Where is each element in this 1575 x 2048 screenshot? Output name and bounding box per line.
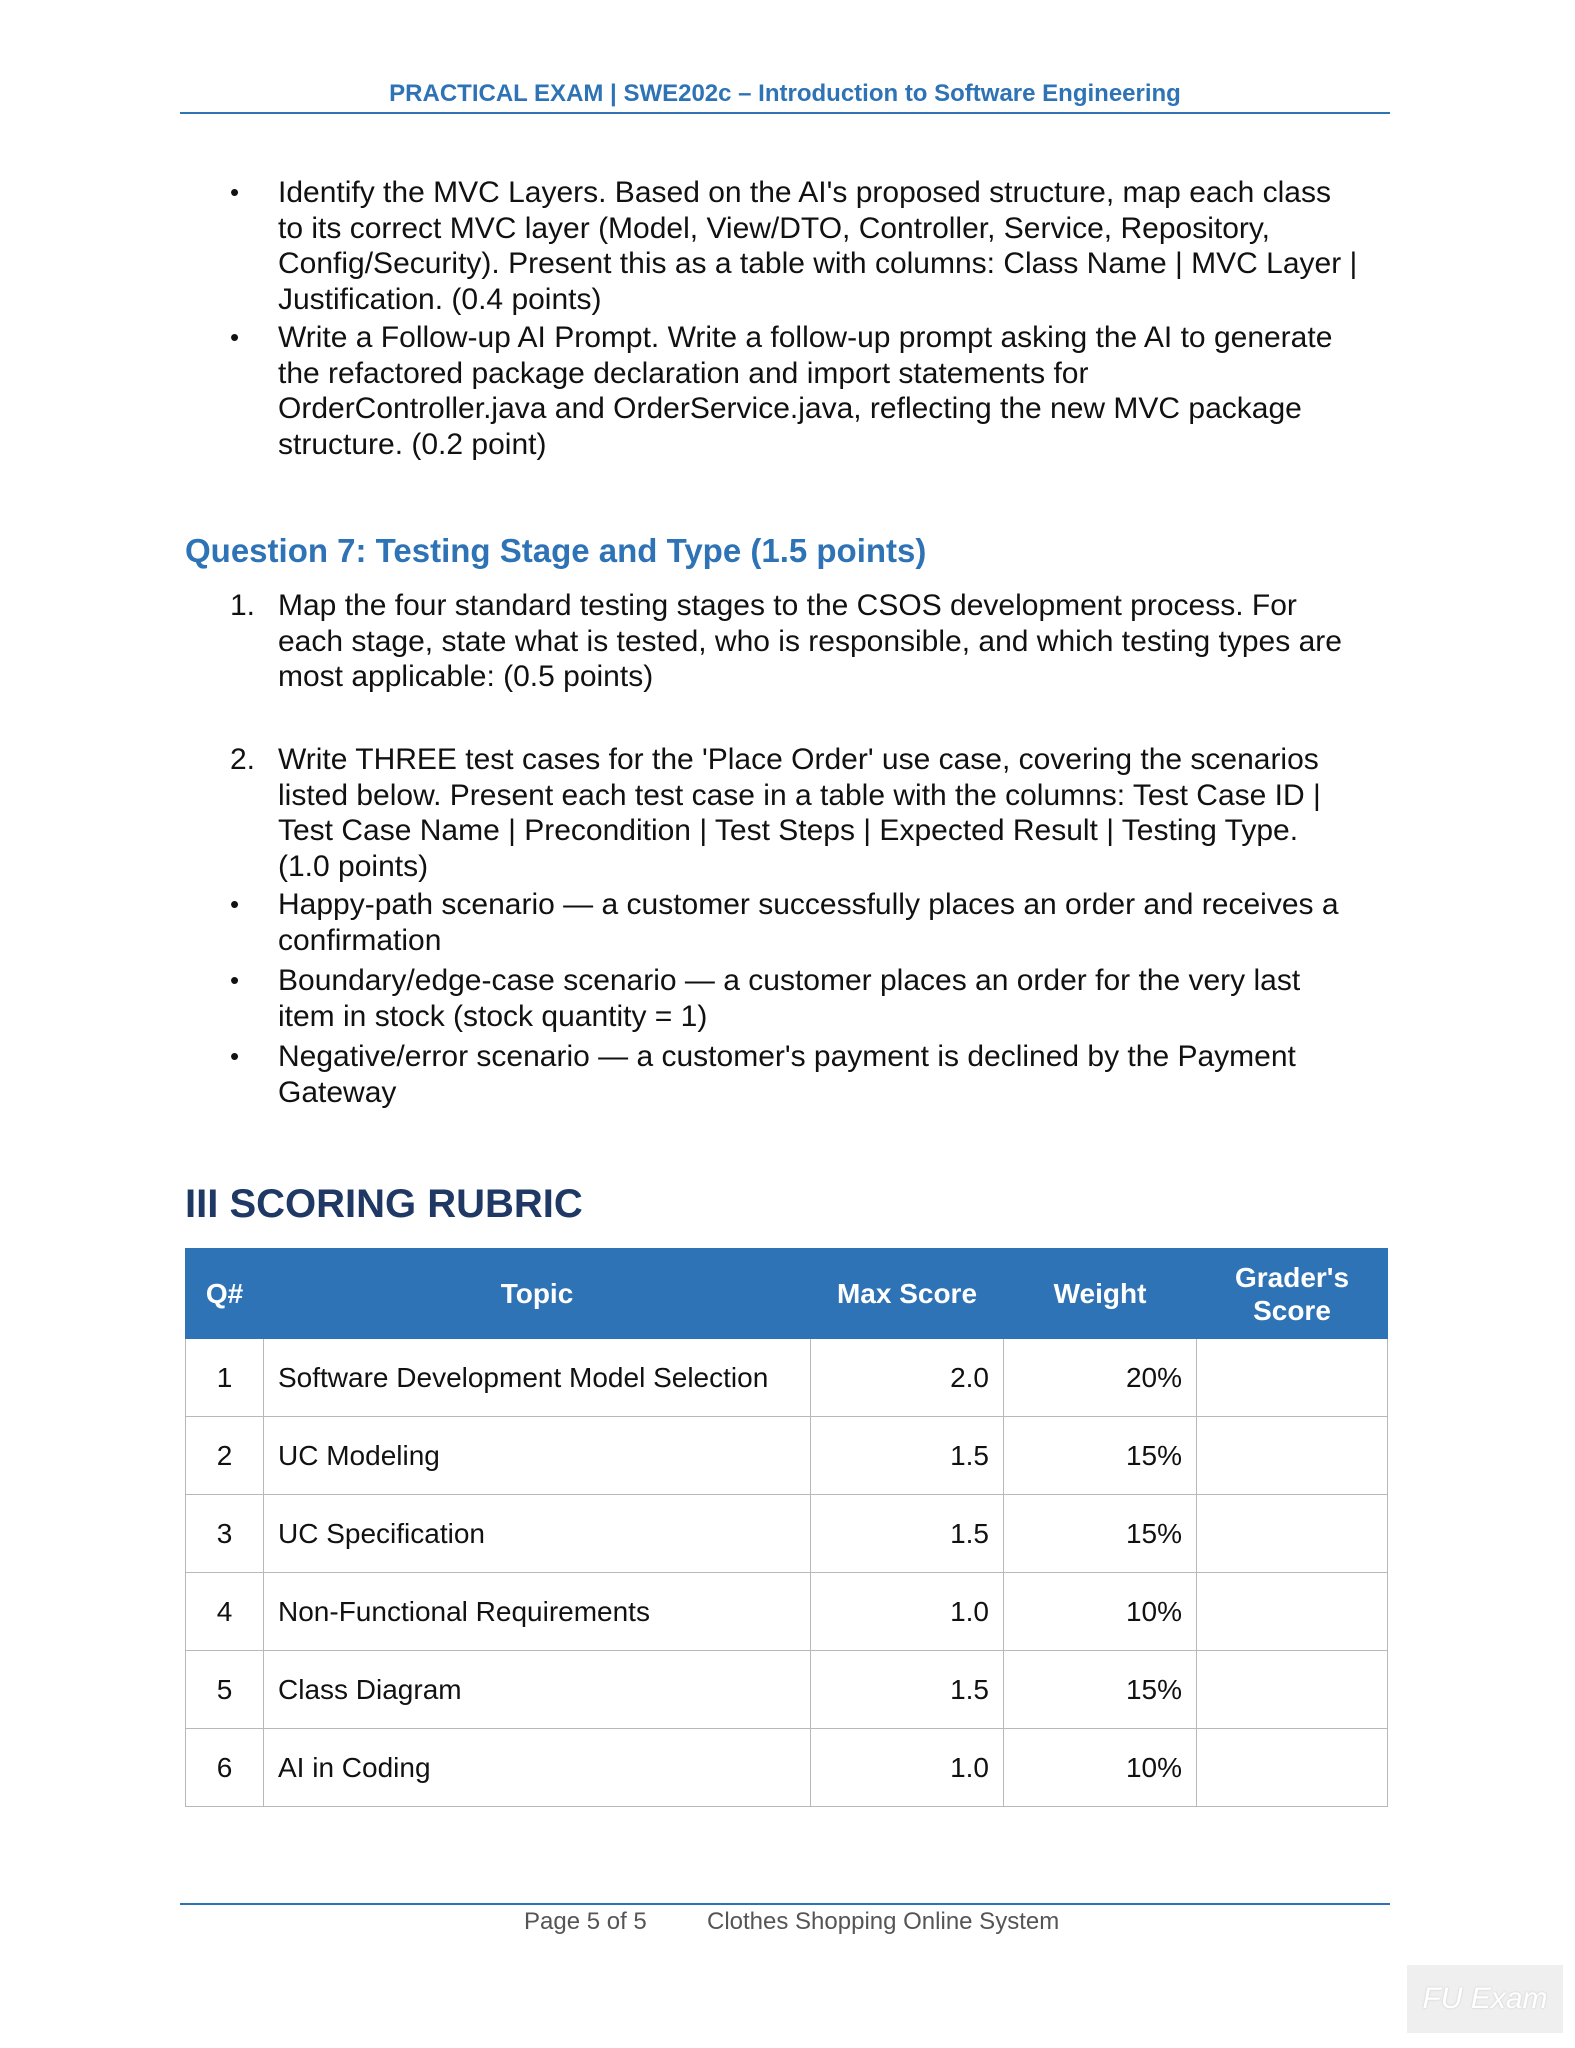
cell-max-score: 1.5	[811, 1495, 1004, 1573]
number-marker: 1.	[230, 589, 256, 622]
bullet-marker: •	[230, 1041, 240, 1071]
scoring-rubric-heading: III SCORING RUBRIC	[185, 1182, 583, 1226]
column-header-max-score: Max Score	[811, 1249, 1004, 1339]
table-row	[186, 1495, 1388, 1573]
cell-graders-score	[1197, 1339, 1388, 1417]
cell-graders-score	[1197, 1573, 1388, 1651]
table-row	[186, 1729, 1388, 1807]
column-header-topic: Topic	[264, 1249, 811, 1339]
cell-qnum: 4	[186, 1573, 264, 1651]
cell-qnum: 1	[186, 1339, 264, 1417]
page-header-title: PRACTICAL EXAM | SWE202c – Introduction to Software Engineering	[389, 80, 1181, 107]
cell-topic: UC Modeling	[264, 1417, 811, 1495]
cell-max-score: 1.5	[811, 1417, 1004, 1495]
table-row	[186, 1651, 1388, 1729]
cell-graders-score	[1197, 1651, 1388, 1729]
table-header-row	[186, 1249, 1388, 1339]
cell-qnum: 2	[186, 1417, 264, 1495]
cell-weight: 10%	[1004, 1729, 1197, 1807]
cell-graders-score	[1197, 1495, 1388, 1573]
number-marker: 2.	[230, 743, 256, 776]
numbered-item-text: Write THREE test cases for the 'Place Order' use case, covering the scenarios listed below. Present each test case in a table with the columns: Test Case ID | Test Case Name | Precondition | Test Steps | Expected Result | Testing Type. (1.0 points)	[278, 743, 1321, 883]
bullet-marker: •	[230, 177, 240, 207]
cell-max-score: 1.5	[811, 1651, 1004, 1729]
scenario-text: Negative/error scenario — a customer's payment is declined by the Payment Gateway	[278, 1040, 1296, 1109]
column-header-weight: Weight	[1004, 1249, 1197, 1339]
table-row	[186, 1417, 1388, 1495]
bullet-marker: •	[230, 889, 240, 919]
watermark-logo-text: FU Exam	[1422, 1982, 1548, 2015]
cell-max-score: 1.0	[811, 1729, 1004, 1807]
numbered-item-text: Map the four standard testing stages to the CSOS development process. For each stage, state what is tested, who is responsible, and which testing types are most applicable: (0.5 points)	[278, 589, 1342, 693]
header-divider	[180, 112, 1390, 114]
cell-topic: UC Specification	[264, 1495, 811, 1573]
scoring-rubric-table	[185, 1248, 1388, 1807]
cell-weight: 20%	[1004, 1339, 1197, 1417]
page-footer	[180, 1908, 1390, 1938]
cell-weight: 10%	[1004, 1573, 1197, 1651]
scenario-text: Boundary/edge-case scenario — a customer places an order for the very last item in stock (stock quantity = 1)	[278, 964, 1301, 1033]
cell-max-score: 1.0	[811, 1573, 1004, 1651]
cell-qnum: 3	[186, 1495, 264, 1573]
cell-topic: Non-Functional Requirements	[264, 1573, 811, 1651]
page-number: Page 5 of 5	[524, 1908, 647, 1935]
list-item-text: Identify the MVC Layers. Based on the AI's proposed structure, map each class to its correct MVC layer (Model, View/DTO, Controller, Service, Repository, Config/Security). Present this as a table with columns: Class Name | MVC Layer | Justification. (0.4 points)	[278, 176, 1358, 316]
cell-weight: 15%	[1004, 1417, 1197, 1495]
cell-weight: 15%	[1004, 1651, 1197, 1729]
table-row	[186, 1573, 1388, 1651]
cell-topic: Software Development Model Selection	[264, 1339, 811, 1417]
bullet-marker: •	[230, 322, 240, 352]
cell-topic: AI in Coding	[264, 1729, 811, 1807]
bullet-marker: •	[230, 965, 240, 995]
cell-qnum: 6	[186, 1729, 264, 1807]
cell-max-score: 2.0	[811, 1339, 1004, 1417]
watermark-logo	[1407, 1965, 1563, 2033]
list-item-text: Write a Follow-up AI Prompt. Write a follow-up prompt asking the AI to generate the refactored package declaration and import statements for OrderController.java and OrderService.java, reflecting the new MVC package structure. (0.2 point)	[278, 321, 1333, 461]
table-row	[186, 1339, 1388, 1417]
cell-graders-score	[1197, 1729, 1388, 1807]
cell-weight: 15%	[1004, 1495, 1197, 1573]
footer-system-name: Clothes Shopping Online System	[707, 1908, 1060, 1935]
column-header-qnum: Q#	[186, 1249, 264, 1339]
scenario-text: Happy-path scenario — a customer successfully places an order and receives a confirmation	[278, 888, 1339, 957]
column-header-graders-score: Grader's Score	[1197, 1249, 1388, 1339]
question-7-heading: Question 7: Testing Stage and Type (1.5 points)	[185, 532, 927, 569]
cell-topic: Class Diagram	[264, 1651, 811, 1729]
cell-qnum: 5	[186, 1651, 264, 1729]
cell-graders-score	[1197, 1417, 1388, 1495]
footer-divider	[180, 1903, 1390, 1905]
